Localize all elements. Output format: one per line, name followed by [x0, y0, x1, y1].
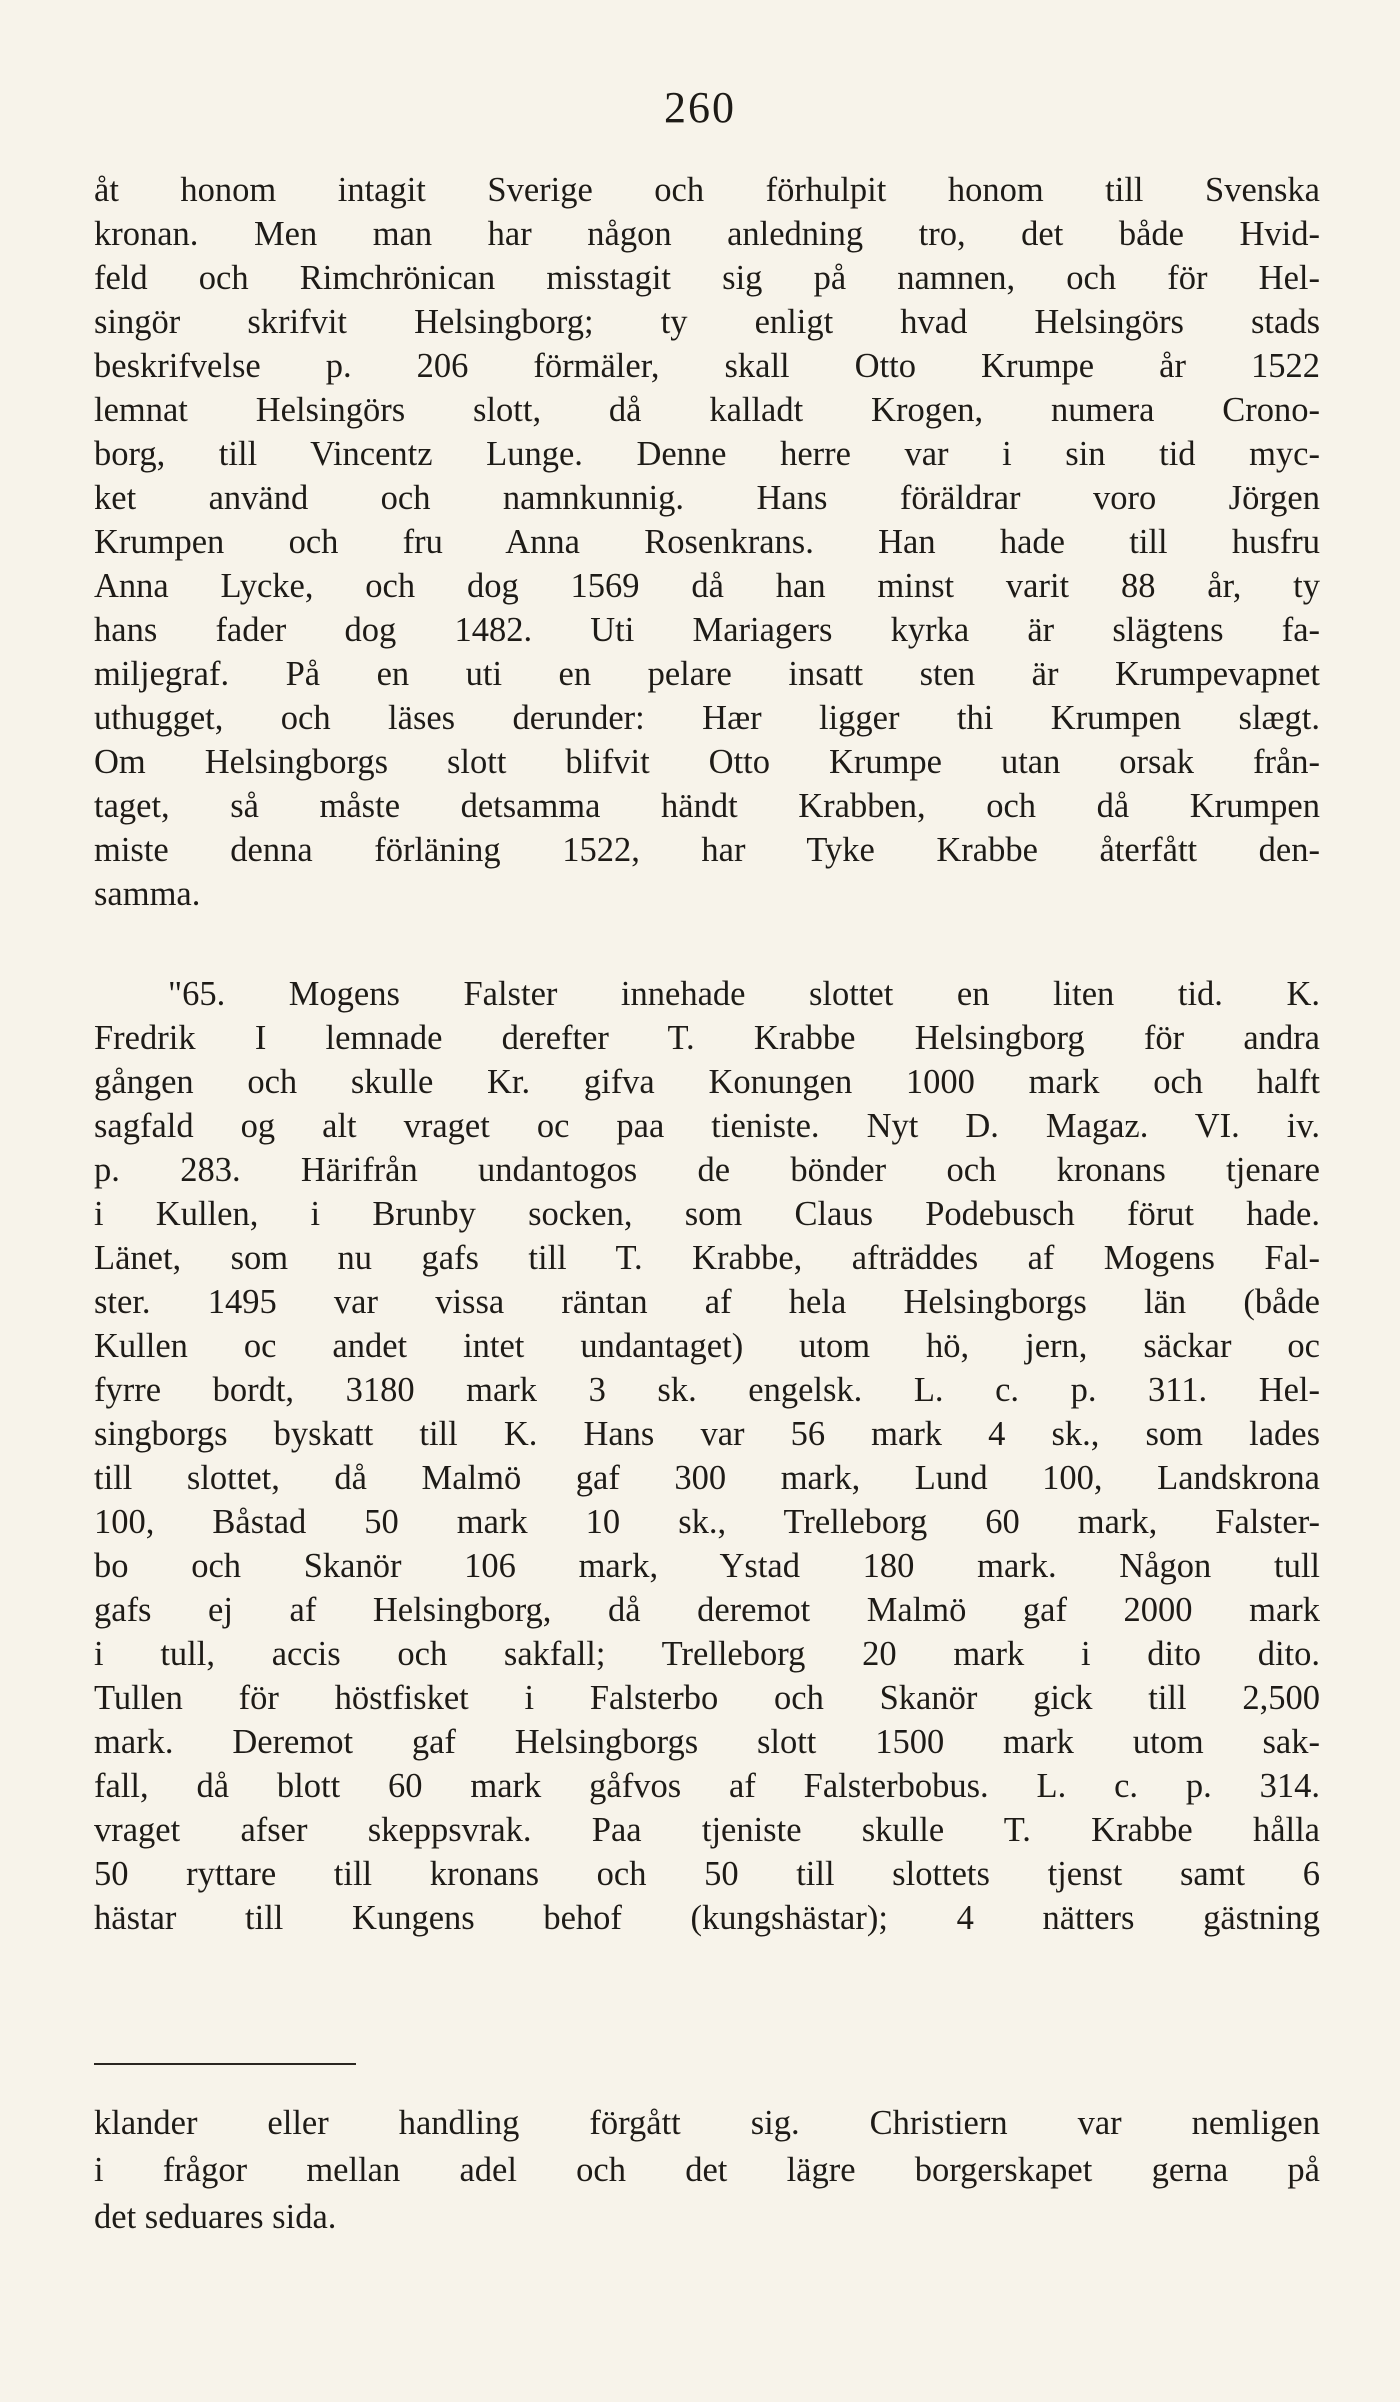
text-line: mark. Deremot gaf Helsingborgs slott 1500 mark utom sak-	[94, 1723, 1320, 1761]
text-line: 50 ryttare till kronans och 50 till slottets tjenst samt 6	[94, 1855, 1320, 1893]
paragraph-1	[94, 168, 1320, 916]
text-line: uthugget, och läses derunder: Hær ligger thi Krumpen slægt.	[94, 699, 1320, 737]
text-line: beskrifvelse p. 206 förmäler, skall Otto Krumpe år 1522	[94, 347, 1320, 385]
text-line: Om Helsingborgs slott blifvit Otto Krumpe utan orsak från-	[94, 743, 1320, 781]
text-line: p. 283. Härifrån undantogos de bönder och kronans tjenare	[94, 1151, 1320, 1189]
text-line: Länet, som nu gafs till T. Krabbe, afträddes af Mogens Fal-	[94, 1239, 1320, 1277]
text-line: gången och skulle Kr. gifva Konungen 1000 mark och halft	[94, 1063, 1320, 1101]
footnote-line: klander eller handling förgått sig. Christiern var nemligen	[94, 2104, 1320, 2142]
text-line: singborgs byskatt till K. Hans var 56 mark 4 sk., som lades	[94, 1415, 1320, 1453]
footnote-divider	[94, 2063, 356, 2065]
text-line: i Kullen, i Brunby socken, som Claus Podebusch förut hade.	[94, 1195, 1320, 1233]
text-line: Krumpen och fru Anna Rosenkrans. Han hade till husfru	[94, 523, 1320, 561]
text-line: ket använd och namnkunnig. Hans föräldrar voro Jörgen	[94, 479, 1320, 517]
text-line: kronan. Men man har någon anledning tro, det både Hvid-	[94, 215, 1320, 253]
text-line: samma.	[94, 875, 201, 913]
text-line: Fredrik I lemnade derefter T. Krabbe Helsingborg för andra	[94, 1019, 1320, 1057]
text-line: taget, så måste detsamma händt Krabben, och då Krumpen	[94, 787, 1320, 825]
text-line: ster. 1495 var vissa räntan af hela Helsingborgs län (både	[94, 1283, 1320, 1321]
text-line: miljegraf. På en uti en pelare insatt sten är Krumpevapnet	[94, 655, 1320, 693]
text-line: 100, Båstad 50 mark 10 sk., Trelleborg 60 mark, Falster-	[94, 1503, 1320, 1541]
text-line: miste denna förläning 1522, har Tyke Krabbe återfått den-	[94, 831, 1320, 869]
text-line: borg, till Vincentz Lunge. Denne herre var i sin tid myc-	[94, 435, 1320, 473]
text-line: "65. Mogens Falster innehade slottet en liten tid. K.	[168, 975, 1320, 1013]
text-line: singör skrifvit Helsingborg; ty enligt hvad Helsingörs stads	[94, 303, 1320, 341]
footnote-line: det seduares sida.	[94, 2198, 337, 2236]
text-line: bo och Skanör 106 mark, Ystad 180 mark. Någon tull	[94, 1547, 1320, 1585]
text-line: till slottet, då Malmö gaf 300 mark, Lund 100, Landskrona	[94, 1459, 1320, 1497]
text-line: lemnat Helsingörs slott, då kalladt Krogen, numera Crono-	[94, 391, 1320, 429]
text-line: Tullen för höstfisket i Falsterbo och Skanör gick till 2,500	[94, 1679, 1320, 1717]
text-line: Kullen oc andet intet undantaget) utom hö, jern, säckar oc	[94, 1327, 1320, 1365]
text-line: Anna Lycke, och dog 1569 då han minst varit 88 år, ty	[94, 567, 1320, 605]
text-line: gafs ej af Helsingborg, då deremot Malmö gaf 2000 mark	[94, 1591, 1320, 1629]
text-line: fall, då blott 60 mark gåfvos af Falsterbobus. L. c. p. 314.	[94, 1767, 1320, 1805]
text-line: hästar till Kungens behof (kungshästar); 4 nätters gästning	[94, 1899, 1320, 1937]
footnote-line: i frågor mellan adel och det lägre borgerskapet gerna på	[94, 2151, 1320, 2189]
text-line: sagfald og alt vraget oc paa tieniste. Nyt D. Magaz. VI. iv.	[94, 1107, 1320, 1145]
text-line: hans fader dog 1482. Uti Mariagers kyrka är slägtens fa-	[94, 611, 1320, 649]
page-number: 260	[664, 83, 736, 132]
text-line: feld och Rimchrönican misstagit sig på namnen, och för Hel-	[94, 259, 1320, 297]
paragraph-2	[94, 972, 1320, 1940]
text-line: fyrre bordt, 3180 mark 3 sk. engelsk. L. c. p. 311. Hel-	[94, 1371, 1320, 1409]
footnote	[94, 2100, 1320, 2241]
text-line: i tull, accis och sakfall; Trelleborg 20 mark i dito dito.	[94, 1635, 1320, 1673]
text-line: åt honom intagit Sverige och förhulpit honom till Svenska	[94, 171, 1320, 209]
text-line: vraget afser skeppsvrak. Paa tjeniste skulle T. Krabbe hålla	[94, 1811, 1320, 1849]
